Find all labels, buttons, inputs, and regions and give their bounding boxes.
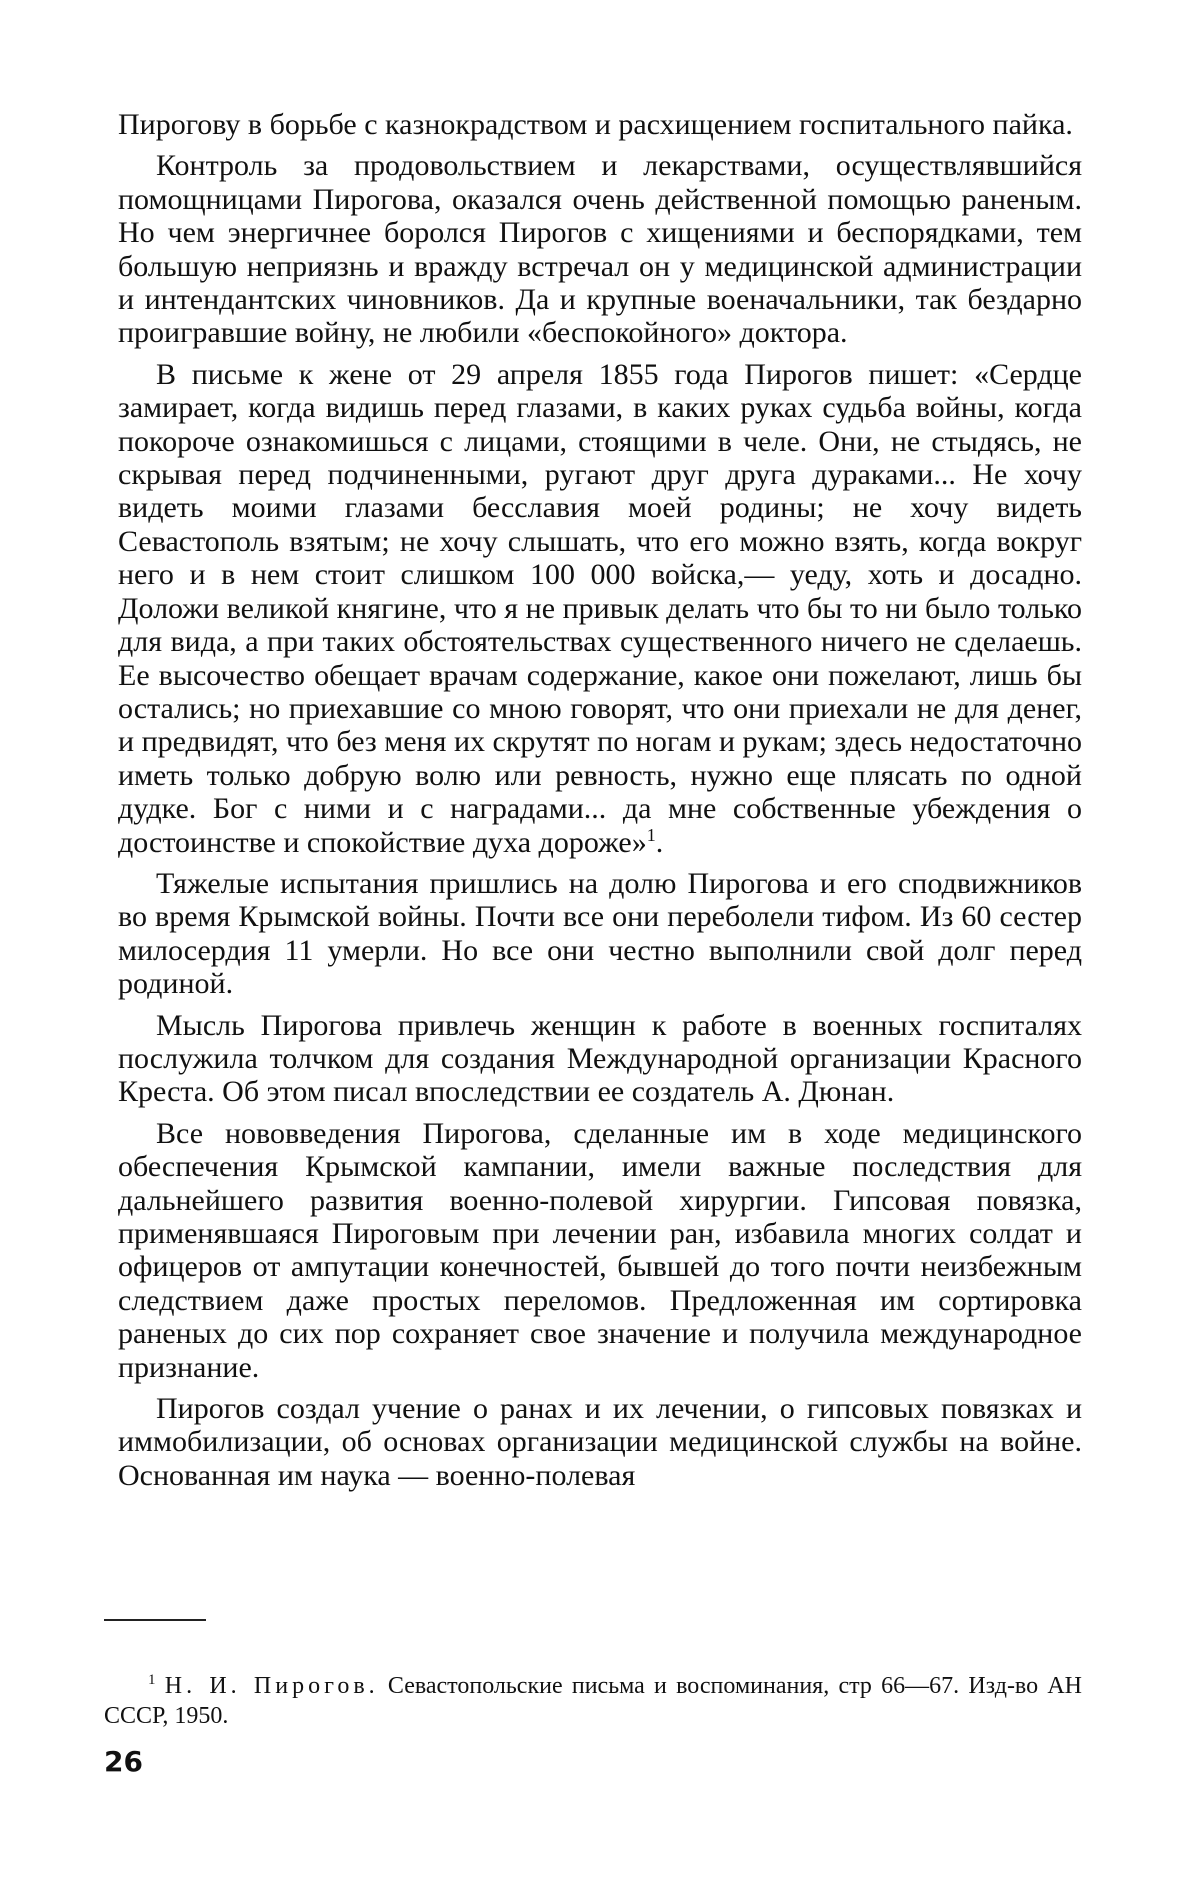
page-number: 26 [104,1745,143,1778]
paragraph-4: Тяжелые испытания пришлись на долю Пирогова и его сподвижников во время Крымской войны. Почти все они пере­болели тифом. Из 60 сестер милосердия 11 умерли. Но все они честно выполнили свой долг перед родиной. [118,867,1082,1001]
footnote [104,1671,1082,1731]
paragraph-7: Пирогов создал учение о ранах и их лечении, о гипсовых повязках и иммобилизации, об основах организации медицин­ской службы на войне. Основанная им наука — военно-полевая [118,1392,1082,1492]
footnote-text: Севастопольские письма и воспоминания, стр 66—67. Изд-во АН СССР, 1950. [104,1673,1082,1729]
paragraph-2: Контроль за продовольствием и лекарствами, осуществляв­шийся помощницами Пирогова, оказался очень действенной помощью раненым. Но чем энергичнее боролся Пирогов с хи­щениями и беспорядками, тем большую неприязнь и вражду встречал он у медицинской администрации и интендантских чиновников. Да и крупные военачальники, так бездарно про­игравшие войну, не любили «беспокойного» доктора. [118,149,1082,349]
paragraph-3: В письме к жене от 29 апреля 1855 года Пирогов пишет: «Сердце замирает, когда видишь перед глазами, в каких руках судьба войны, когда покороче ознакомишься с лицами, стоя­щими в челе. Они, не стыдясь, не скрывая перед подчиненными, ругают друг друга дураками... Не хочу видеть моими глазами бесславия моей родины; не хочу видеть Севастополь взятым; не хочу слышать, что его можно взять, когда вокруг него и в нем стоит слишком 100 000 войска,— уеду, хоть и досадно. Доложи великой княгине, что я не привык делать что бы то ни было только для вида, а при таких обстоятельствах существен­ного ничего не сделаешь. Ее высочество обещает врачам содер­жание, какое они пожелают, лишь бы остались; но приехавшие со мною говорят, что они приехали не для денег, и предвидят, что без меня их скрутят по ногам и рукам; здесь недостаточно иметь только добрую волю или ревность, нужно еще плясать по одной дудке. Бог с ними и с наградами... да мне собственные убеждения о достоинстве и спокойствие духа дороже»1. [118,358,1082,859]
paragraph-6: Все нововведения Пирогова, сделанные им в ходе медицин­ского обеспечения Крымской кампании, имели важные послед­ствия для дальнейшего развития военно-полевой хирургии. Гипсовая повязка, применявшаяся Пироговым при лечении ран, избавила многих солдат и офицеров от ампутации конечностей, бывшей до того почти неизбежным следствием даже простых переломов. Предложенная им сортировка раненых до сих пор сохраняет свое значение и получила международное признание. [118,1117,1082,1384]
footnote-marker: 1 [148,1672,156,1688]
main-text [118,108,1082,1500]
paragraph-5: Мысль Пирогова привлечь женщин к работе в военных госпиталях послужила толчком для создания Международной организации Красного Креста. Об этом писал впоследствии ее создатель А. Дюнан. [118,1009,1082,1109]
footnote-author: Н. И. Пирогов. [165,1673,379,1699]
paragraph-1: Пирогову в борьбе с казнокрадством и расхищением госпиталь­ного пайка. [118,108,1082,141]
book-page [0,0,1200,1897]
footnote-reference[interactable]: 1 [647,825,656,845]
footnote-divider [104,1619,206,1621]
